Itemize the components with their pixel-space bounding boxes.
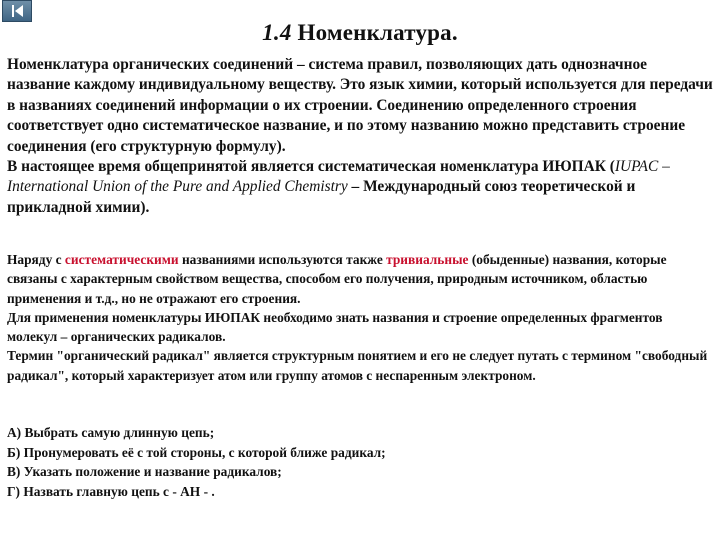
systematic-word: систематическими	[64, 252, 179, 267]
list-item: Б) Пронумеровать её с той стороны, с которой ближе радикал;	[7, 444, 386, 460]
definition-text: Номенклатура органических соединений – система правил, позволяющих дать однозначное название каждому индивидуальному веществу. Это язык химии, который используется для передачи в названиях соединений информации о их строении. Соединению определенного строения соответствует одно систематическое название, и по этому названию можно представить строение соединения (его структурную формулу).	[7, 56, 713, 155]
list-item: Г) Назвать главную цепь с - АН - .	[7, 483, 215, 499]
list-item: В) Указать положение и название радикалов;	[7, 464, 282, 480]
radical-term-text: Термин "органический радикал" является структурным понятием и его не следует путать с термином "свободный радикал", который характеризует атом или группу атомов с неспаренным электроном.	[7, 348, 708, 383]
radicals-text: Для применения номенклатуры ИЮПАК необходимо знать названия и строение определенных фрагментов молекул – органических радикалов.	[7, 309, 663, 345]
list-item: А) Выбрать самую длинную цепь;	[7, 425, 215, 440]
names-paragraph	[7, 250, 715, 385]
naming-steps-list	[7, 423, 713, 501]
trivial-word: тривиальные	[386, 252, 469, 267]
intro-paragraph	[7, 55, 713, 218]
section-title: Номенклатура.	[297, 20, 458, 45]
back-to-start-button[interactable]	[2, 0, 32, 22]
iupac-sentence-end: – Международный союз теоретической и прикладной химии).	[7, 178, 636, 216]
page-title	[0, 20, 720, 46]
skip-back-icon	[3, 1, 31, 21]
names-text-middle: названиями используются также	[178, 252, 387, 267]
names-text-end: (обыденные) названия, которые связаны с характерным свойством вещества, способом его получения, природным источником, областью применения и т.д., но не отражают его строения.	[7, 252, 667, 306]
section-number: 1.4	[262, 20, 292, 45]
names-text-start: Наряду с	[7, 252, 65, 267]
iupac-full-name: IUPAC – International Union of the Pure and Applied Chemistry	[7, 158, 670, 196]
iupac-sentence-start: В настоящее время общепринятой является систематическая номенклатура ИЮПАК (	[7, 158, 615, 176]
